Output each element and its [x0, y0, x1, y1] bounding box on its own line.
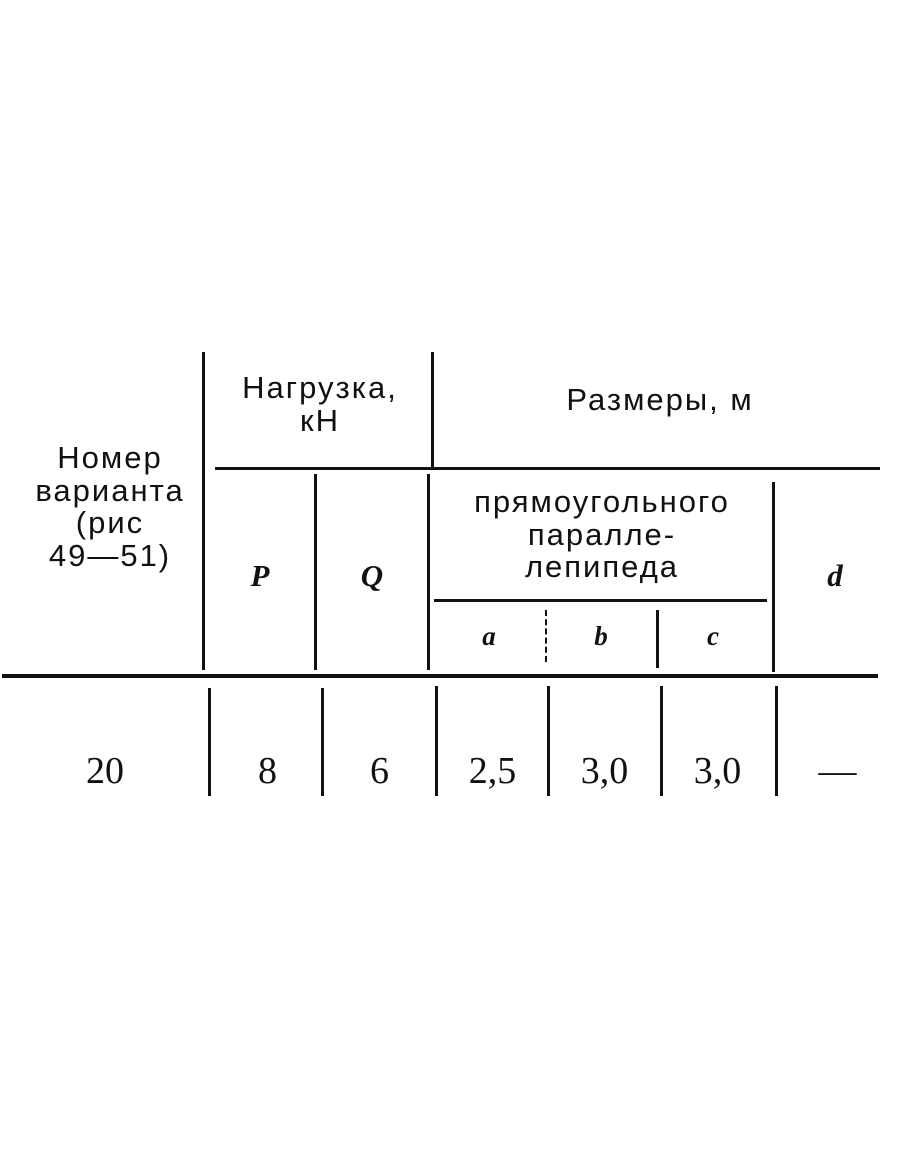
header-parallelepiped	[432, 486, 772, 584]
header-dimensions: Размеры, м	[566, 382, 754, 417]
header-variant-line-2: варианта	[35, 472, 185, 508]
header-c: c	[707, 621, 719, 651]
rule-row-4	[547, 686, 550, 796]
rule-row-1	[208, 688, 211, 796]
cell-c: 3,0	[693, 750, 742, 792]
rule-parallelepiped-bottom	[434, 599, 767, 602]
rule-variant-right	[202, 352, 205, 670]
header-variant-line-3: (рис	[75, 505, 145, 541]
rule-c-right	[772, 482, 775, 672]
rule-row-6	[775, 686, 778, 796]
header-load-line-2: кН	[300, 402, 340, 438]
header-a: a	[482, 621, 496, 651]
rule-header-mid	[215, 467, 880, 470]
header-variant-line-1: Номер	[57, 440, 163, 475]
header-q: Q	[360, 558, 384, 593]
cell-variant: 20	[86, 750, 124, 792]
header-load-line-1: Нагрузка,	[242, 370, 398, 405]
header-parallelepiped-line-2: паралле-	[527, 516, 677, 552]
cell-q: 6	[370, 750, 389, 792]
cell-b: 3,0	[580, 750, 629, 792]
header-b: b	[594, 621, 608, 651]
rule-row-3	[435, 686, 438, 796]
header-d: d	[827, 558, 843, 593]
cell-d: —	[818, 750, 857, 792]
rule-load-right	[431, 352, 434, 467]
header-variant	[20, 442, 200, 572]
header-parallelepiped-line-1: прямоугольного	[474, 484, 730, 519]
cell-p: 8	[258, 750, 277, 792]
header-load	[210, 372, 430, 437]
rule-q-right	[427, 474, 430, 670]
rule-row-5	[660, 686, 663, 796]
header-parallelepiped-line-3: лепипеда	[524, 549, 680, 585]
header-variant-line-4: 49—51)	[48, 537, 172, 573]
rule-row-2	[321, 688, 324, 796]
rule-header-bottom	[2, 674, 878, 678]
header-p: P	[250, 558, 270, 593]
cell-a: 2,5	[468, 750, 517, 792]
